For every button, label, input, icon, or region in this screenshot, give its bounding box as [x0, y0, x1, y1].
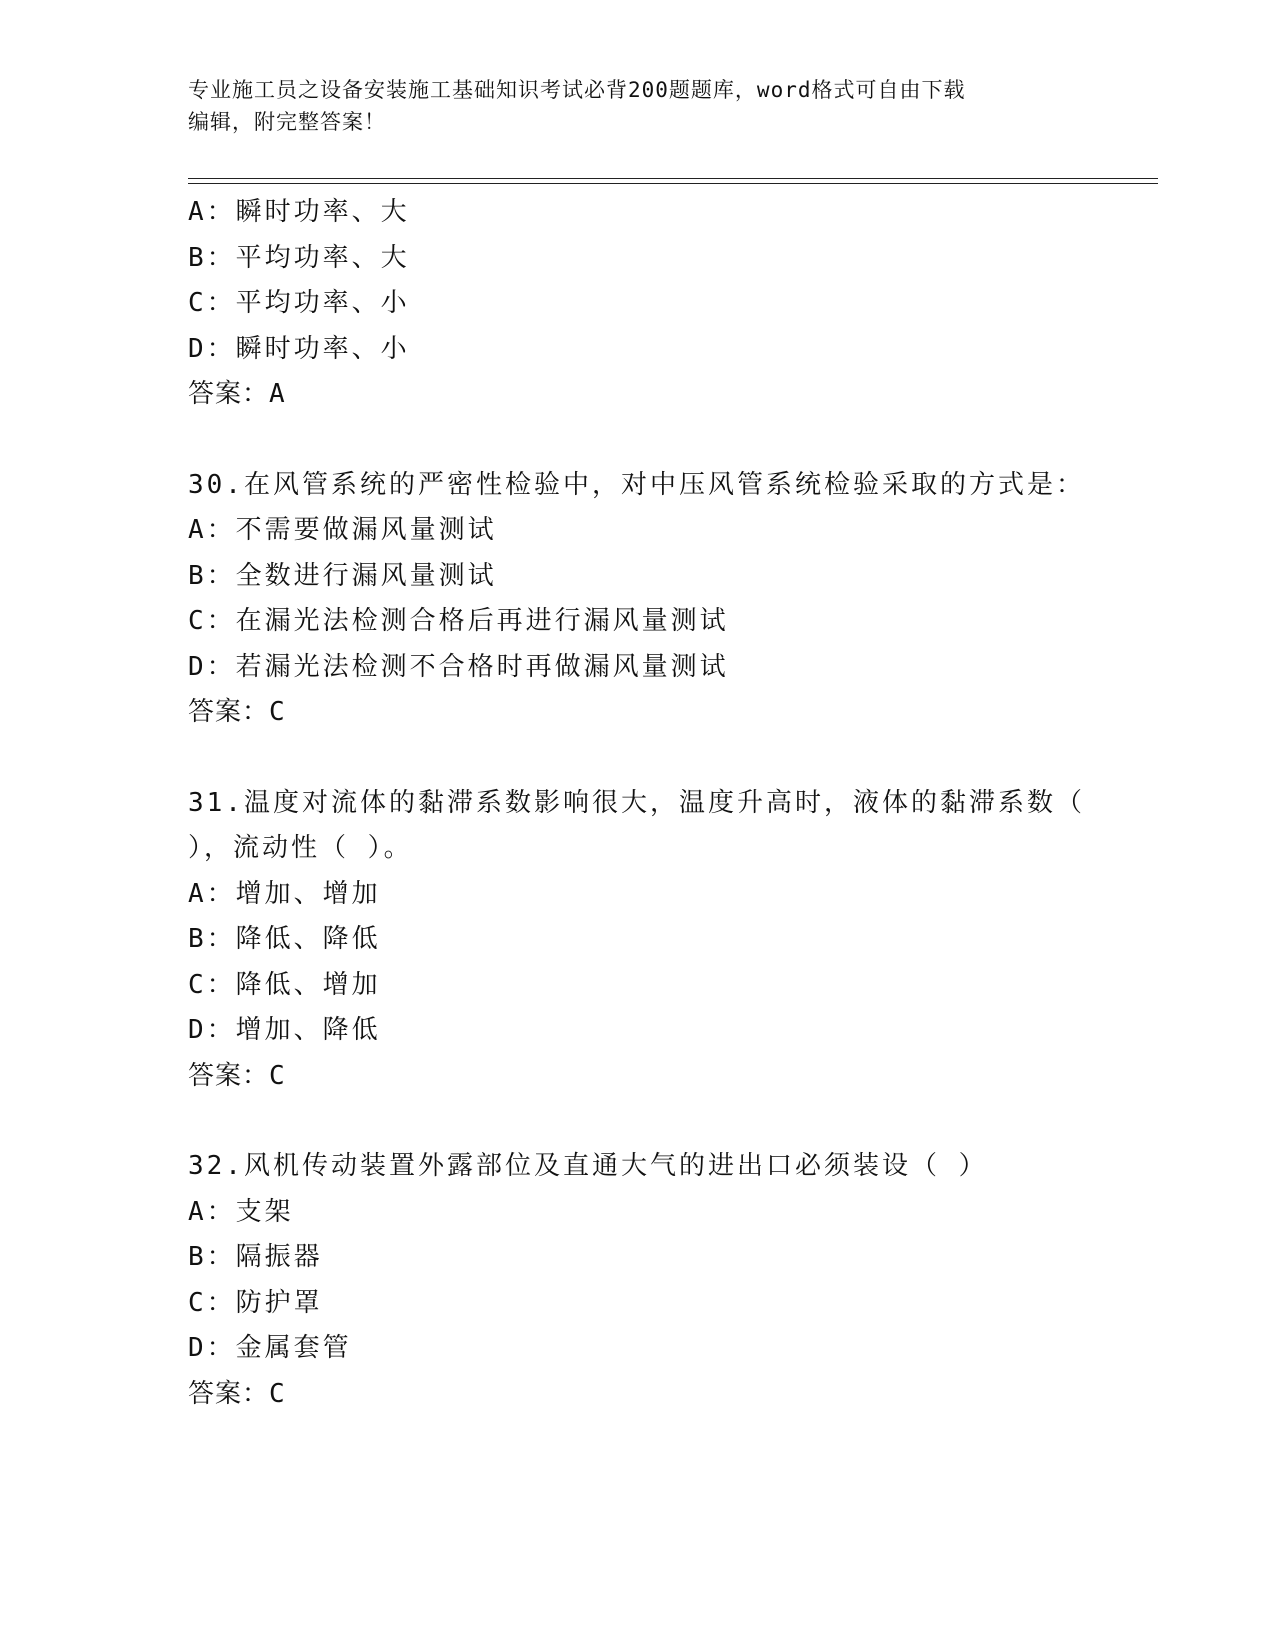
question-text-line-1: 31.温度对流体的黏滞系数影响很大，温度升高时，液体的黏滞系数（ [188, 787, 1085, 818]
option-b: B：隔振器 [188, 1242, 323, 1272]
option-c: C：在漏光法检测合格后再进行漏风量测试 [188, 606, 729, 636]
option-c: C：防护罩 [188, 1287, 323, 1318]
header-divider-top [188, 178, 1158, 179]
option-d: D：若漏光法检测不合格时再做漏风量测试 [188, 651, 729, 682]
option-c: C：降低、增加 [188, 969, 381, 1000]
option-d: D：瞬时功率、小 [188, 333, 410, 364]
spacer [188, 736, 1088, 781]
option-b: B：降低、降低 [188, 924, 381, 954]
spacer [188, 1099, 1088, 1144]
option-a: A：支架 [188, 1196, 294, 1227]
header-line-1: 专业施工员之设备安装施工基础知识考试必背200题题库，word格式可自由下载 [188, 78, 966, 102]
option-d: D：金属套管 [188, 1333, 352, 1363]
answer-text: 答案：C [188, 1378, 286, 1409]
option-a: A：不需要做漏风量测试 [188, 515, 497, 545]
question-31-block [188, 781, 1088, 1100]
spacer [188, 418, 1088, 463]
option-d: D：增加、降低 [188, 1015, 381, 1045]
question-text-line-2: ），流动性（ ）。 [188, 833, 413, 863]
question-30-block [188, 463, 1088, 736]
question-32-block [188, 1144, 1088, 1417]
header-line-2: 编辑，附完整答案！ [188, 110, 386, 134]
question-list [188, 190, 1088, 1417]
option-b: B：平均功率、大 [188, 242, 410, 273]
answer-text: 答案：C [188, 1060, 286, 1091]
option-a: A：增加、增加 [188, 878, 381, 909]
answer-text: 答案：A [188, 379, 286, 409]
document-header [188, 74, 1088, 138]
option-c: C：平均功率、小 [188, 288, 410, 318]
option-b: B：全数进行漏风量测试 [188, 560, 497, 591]
header-divider-bottom [188, 183, 1158, 184]
question-29-block [188, 190, 1088, 418]
option-a: A：瞬时功率、大 [188, 197, 410, 227]
answer-text: 答案：C [188, 697, 286, 727]
question-text: 30.在风管系统的严密性检验中，对中压风管系统检验采取的方式是： [188, 469, 1085, 500]
question-text: 32.风机传动装置外露部位及直通大气的进出口必须装设（ ） [188, 1151, 988, 1181]
